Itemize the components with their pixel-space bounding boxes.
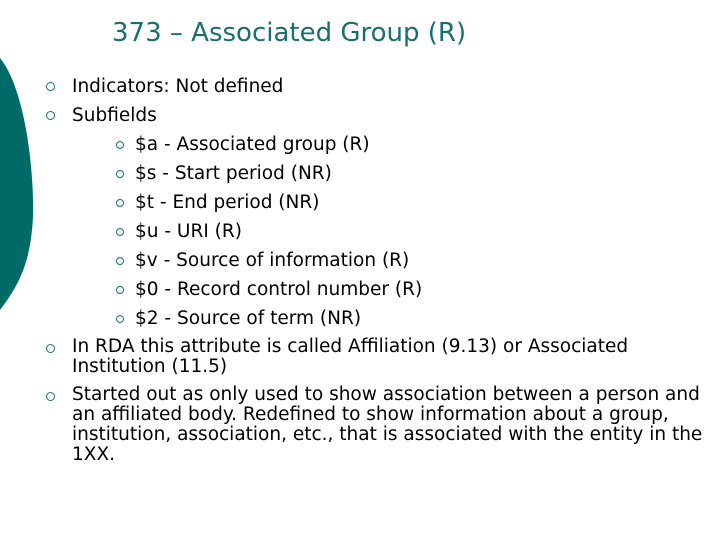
subfield-text: $s - Start period (NR): [135, 163, 332, 184]
bullet-text: Indicators: Not defined: [72, 76, 284, 97]
subfield-item-0: [46, 275, 706, 304]
subfield-text: $v - Source of information (R): [135, 250, 410, 271]
bullet-text: Subfields: [72, 105, 157, 126]
subfield-text: $t - End period (NR): [135, 192, 320, 213]
subfield-text: $a - Associated group (R): [135, 134, 370, 155]
subfield-item-v: [46, 246, 706, 275]
sub-bullet-circle-icon: [116, 286, 124, 294]
bullet-list: [46, 72, 706, 469]
subfield-text: $u - URI (R): [135, 221, 242, 242]
bullet-circle-icon: [46, 344, 55, 353]
bullet-circle-icon: [46, 111, 55, 120]
sub-bullet-circle-icon: [116, 199, 124, 207]
subfield-item-u: [46, 217, 706, 246]
sub-bullet-circle-icon: [116, 228, 124, 236]
bullet-rda-note: [46, 333, 706, 381]
slide-title: 373 – Associated Group (R): [112, 18, 467, 48]
bullet-circle-icon: [46, 392, 55, 401]
bullet-indicators: [46, 72, 706, 101]
sub-bullet-circle-icon: [116, 257, 124, 265]
bullet-history-note: [46, 381, 706, 469]
subfield-item-t: [46, 188, 706, 217]
sub-bullet-circle-icon: [116, 170, 124, 178]
subfield-text: $2 - Source of term (NR): [135, 308, 362, 329]
subfield-item-2: [46, 304, 706, 333]
bullet-text: Started out as only used to show association between a person and an affiliated body. Redefined to show information about a group, institution, association, etc., that is associated with the entity in the 1XX.: [72, 384, 703, 465]
subfield-item-s: [46, 159, 706, 188]
bullet-circle-icon: [46, 82, 55, 91]
sub-bullet-circle-icon: [116, 315, 124, 323]
subfield-text: $0 - Record control number (R): [135, 279, 423, 300]
bullet-subfields: [46, 101, 706, 130]
sub-bullet-circle-icon: [116, 141, 124, 149]
subfield-item-a: [46, 130, 706, 159]
bullet-text: In RDA this attribute is called Affiliation (9.13) or Associated Institution (11.5): [72, 336, 629, 377]
